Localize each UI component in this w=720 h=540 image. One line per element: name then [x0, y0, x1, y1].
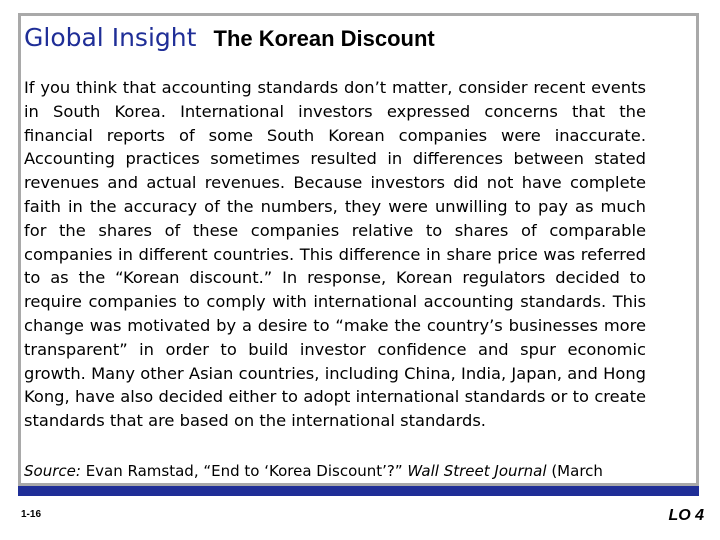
learning-objective-tag: LO 4	[668, 507, 704, 524]
slide-heading	[24, 22, 435, 57]
heading-title: Global Insight	[24, 23, 197, 52]
source-tail: (March	[551, 462, 603, 480]
source-citation	[24, 460, 654, 482]
heading-subtitle: The Korean Discount	[213, 26, 435, 51]
footer-rule	[18, 486, 699, 496]
source-journal: Wall Street Journal	[407, 462, 547, 480]
source-author: Evan Ramstad, “End to ‘Korea Discount’?”	[85, 462, 403, 480]
source-label: Source:	[24, 462, 81, 480]
page-number: 1-16	[21, 509, 42, 520]
body-paragraph: If you think that accounting standards don’t matter, consider recent events in South Korea. International investors expressed concerns that the financial reports of some South Korean companies were inaccurate. Accounting practices sometimes resulted in differences between stated revenues and actual revenues. Because investors did not have complete faith in the accuracy of the numbers, they were unwilling to pay as much for the shares of these companies relative to shares of comparable companies in different countries. This difference in share price was referred to as the “Korean discount.” In response, Korean regulators decided to require companies to comply with international accounting standards. This change was motivated by a desire to “make the country’s businesses more transparent” in order to build investor confidence and spur economic growth. Many other Asian countries, including China, India, Japan, and Hong Kong, have also decided either to adopt international standards or to create standards that are based on the international standards.	[24, 78, 646, 431]
